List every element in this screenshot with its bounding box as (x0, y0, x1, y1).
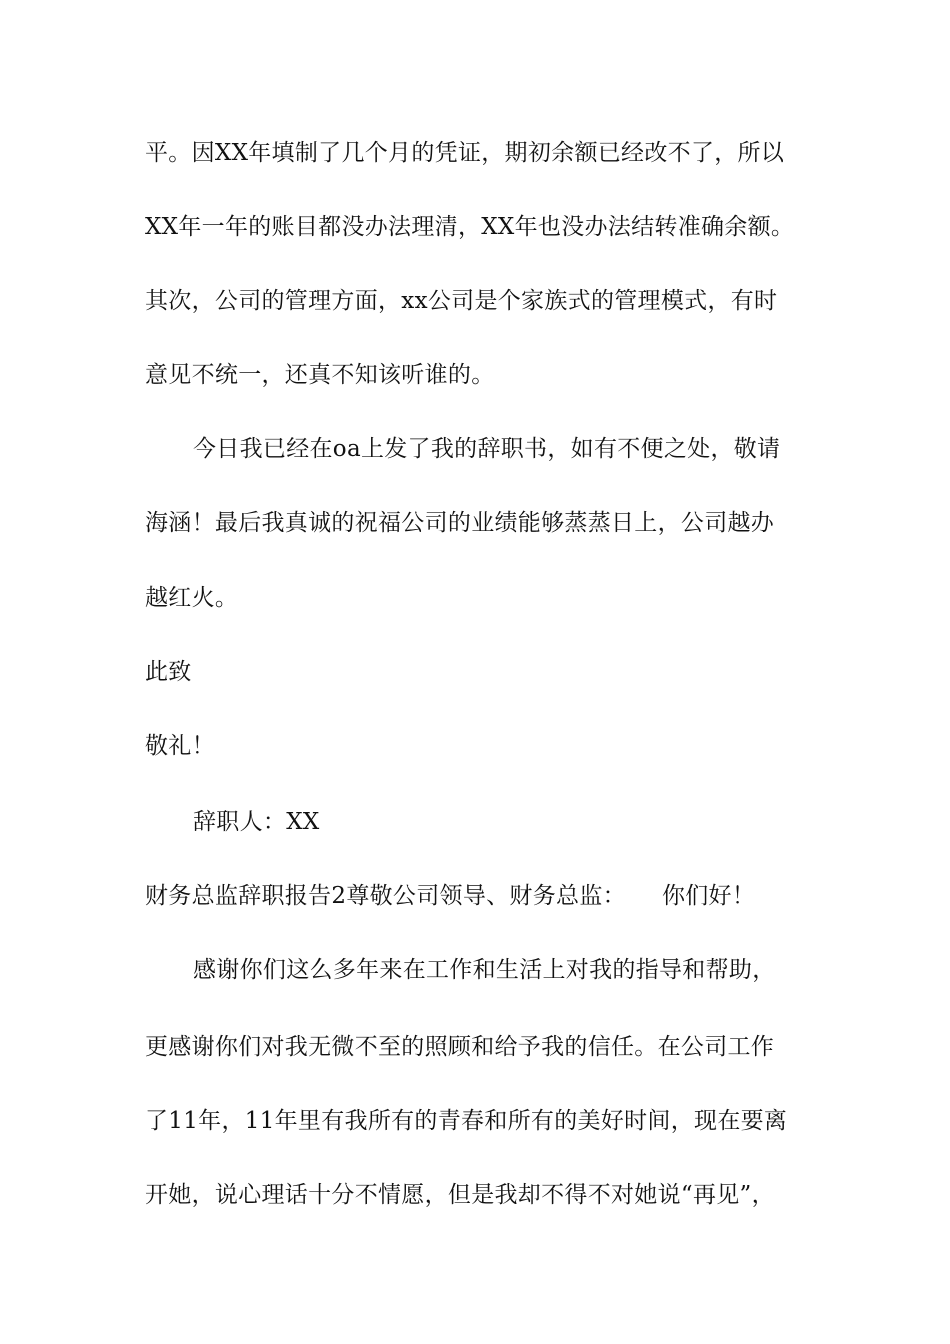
paragraph-line: 了11年，11年里有我所有的青春和所有的美好时间，现在要离 (145, 1108, 788, 1134)
paragraph-line: 更感谢你们对我无微不至的照顾和给予我的信任。在公司工作 (145, 1034, 775, 1060)
paragraph-line: 开她，说心理话十分不情愿，但是我却不得不对她说“再见”， (145, 1182, 775, 1208)
paragraph-line: 平。因XX年填制了几个月的凭证，期初余额已经改不了，所以 (145, 140, 785, 166)
heading-text: 财务总监辞职报告2尊敬公司领导、财务总监： (145, 883, 626, 909)
paragraph-line: 越红火。 (145, 585, 239, 611)
paragraph-line: XX年一年的账目都没办法理清，XX年也没办法结转准确余额。 (145, 214, 795, 240)
paragraph-line: 今日我已经在oa上发了我的辞职书，如有不便之处，敬请 (193, 436, 781, 462)
paragraph-line: 感谢你们这么多年来在工作和生活上对我的指导和帮助， (193, 957, 776, 983)
paragraph-line: 意见不统一，还真不知该听谁的。 (145, 362, 495, 388)
paragraph-line: 海涵！最后我真诚的祝福公司的业绩能够蒸蒸日上，公司越办 (145, 510, 775, 536)
section-heading (145, 881, 825, 911)
closing-line: 此致 (145, 659, 192, 685)
paragraph-line: 其次，公司的管理方面，xx公司是个家族式的管理模式，有时 (145, 288, 778, 314)
greeting-text: 你们好！ (661, 883, 756, 909)
salutation-line: 敬礼！ (145, 733, 215, 759)
signature-line: 辞职人：XX (193, 809, 320, 835)
